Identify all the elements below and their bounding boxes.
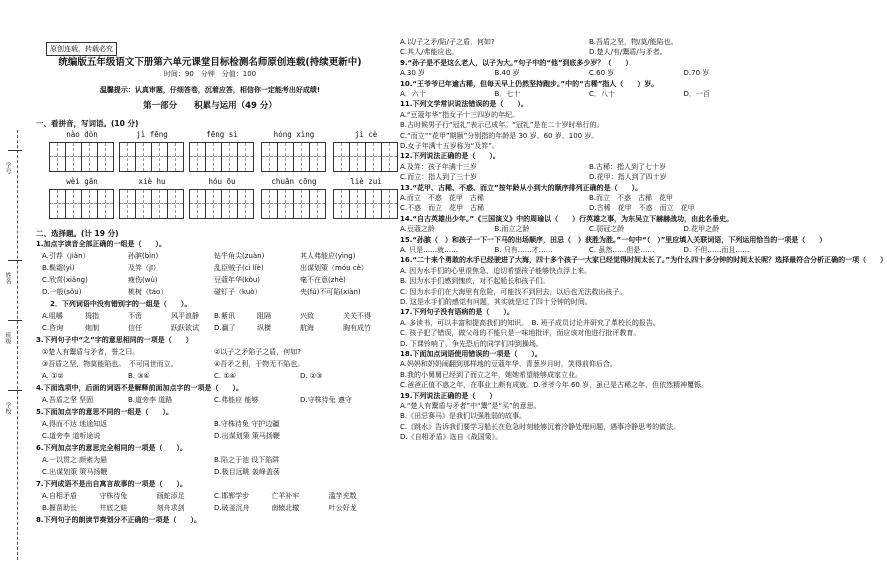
pinyin-text: wèi gān	[66, 177, 98, 186]
answer-option[interactable]: 桃树（táo）	[128, 288, 168, 296]
answer-option[interactable]: 滥竽充数	[328, 492, 357, 500]
answer-options	[42, 252, 386, 261]
binding-label-name: 姓名	[4, 272, 11, 284]
pinyin-text: jì fēng	[136, 130, 168, 139]
writing-boxes	[334, 189, 398, 219]
writing-box[interactable]	[81, 189, 98, 219]
binding-margin	[0, 0, 30, 561]
question-stem: 17.下列句子没有语病的是（ ）。	[400, 308, 514, 317]
answer-option[interactable]: D.极目远眺 轰峰盖荡	[214, 468, 280, 476]
answer-option[interactable]: C.弗能应 能够	[214, 396, 259, 404]
writing-box[interactable]	[261, 189, 278, 219]
answer-options	[42, 360, 386, 369]
answer-option[interactable]: B. 只有……才……	[494, 246, 553, 254]
answer-options	[42, 492, 386, 501]
pinyin-text: jì cè	[354, 130, 378, 139]
answer-option[interactable]: D.出谋划策 策马扬鞭	[214, 432, 280, 440]
question-stem: 9.“孙子是不是这么老人，以子为大。”句子中的“他”到底多少岁？（ ）	[400, 58, 633, 67]
writing-box[interactable]	[189, 142, 206, 172]
answer-option[interactable]: D.守株待兔 遵守	[300, 396, 352, 404]
exam-info: 时间：90 分钟 分值：100	[163, 70, 257, 78]
question-stem: 19.下列说法正确的是（ ）	[400, 391, 497, 400]
answer-option[interactable]: D．一百	[683, 90, 710, 98]
answer-option[interactable]: C.咨询	[42, 324, 64, 332]
writing-box[interactable]	[237, 189, 254, 219]
answer-option[interactable]: ③吾盾之坚，物莫能陷也。 不可同世而立。	[42, 360, 178, 368]
answer-option[interactable]: 豆蔻年华(kòu)	[214, 276, 260, 284]
answer-options	[42, 456, 386, 465]
answer-options	[400, 173, 778, 182]
writing-box[interactable]	[349, 189, 366, 219]
answer-options	[42, 396, 386, 405]
pinyin-text: chuān cōng	[271, 177, 317, 186]
answer-option[interactable]: 南辕北辙	[271, 504, 300, 512]
answer-option[interactable]: D.花甲之龄	[683, 225, 720, 234]
answer-option[interactable]: 关关不得	[343, 312, 371, 320]
pinyin-group	[190, 177, 254, 219]
statement-line[interactable]: C.爸爸正值不惑之年，在事业上颇有成就。D.爷爷今年 60 岁，虽已是古稀之年，但依然精神矍铄。	[400, 381, 709, 390]
question-stem: 14.“自古英雄出少年。”《三国演义》中的周瑜以（ ）行英雄之事，为东吴立下赫赫战功，由此名垂史。	[400, 214, 734, 223]
answer-option[interactable]: 及笄（jī）	[128, 264, 160, 272]
writing-box[interactable]	[167, 189, 184, 219]
answer-option[interactable]: 夹(fú)不可陷(xiàn)	[300, 288, 361, 296]
statement-line[interactable]: B.我的小舅舅已经到了而立之年，她她希望能够成家立业。	[400, 370, 583, 379]
answer-option[interactable]: C.邯郸学步	[213, 492, 250, 500]
writing-box[interactable]	[221, 142, 238, 172]
section-heading: 一、看拼音，写词语。(10 分)	[36, 119, 139, 128]
answer-option[interactable]: B.紫讯	[214, 312, 236, 320]
question-stem: 16.“二十来个勇敢的水手已经驶进了大海，四十多个孩子一大家已经觉得时间太长了。”为什么四十多分钟的时间太长呢？选择最符合分析正确的一项（ ）	[400, 256, 887, 265]
section-heading: 二、选择题。(计 19 分)	[36, 229, 119, 238]
answer-option[interactable]: B. ③④	[128, 372, 150, 380]
answer-option[interactable]: 碰钉子（kuò）	[214, 288, 262, 296]
answer-options	[42, 504, 386, 513]
statement-line[interactable]: D.女子年满十五岁称为“及笄”。	[400, 142, 499, 150]
writing-box[interactable]	[189, 189, 206, 219]
answer-options	[400, 90, 778, 99]
answer-options	[400, 48, 778, 57]
answer-option[interactable]: 毫不在意(zhè)	[300, 276, 346, 284]
answer-option[interactable]: B.古稀：指人到了七十岁	[589, 162, 667, 171]
answer-option[interactable]: D. 不但……而且……	[683, 246, 750, 254]
pinyin-group	[50, 177, 114, 219]
pinyin-text: fēng sì	[206, 130, 238, 139]
exam-title: 统编版五年级语文下册第六单元课堂目标检测名师原创连载(持续更新中)	[58, 57, 362, 68]
answer-option[interactable]: 孙膑(bìn)	[128, 252, 159, 260]
statement-line[interactable]: A.妈妈和奶奶闹翻到那样地的豆蔻年华、青葱岁月时，笑得前仰后合。	[400, 360, 617, 369]
answer-option[interactable]: 刻舟求剑	[156, 504, 185, 512]
statement-line[interactable]: C. 孩子犯了错误，做父母的不能只是一味地批评，而应该对他进行批评教育。	[400, 329, 641, 338]
statement-line[interactable]: A.“豆蔻年华”指女子十三四岁的年纪。	[400, 110, 520, 119]
answer-option[interactable]: D.古稀 花甲 不惑 而立 花甲	[589, 204, 695, 213]
answer-option[interactable]: A.吾盾之坚 坚固	[42, 396, 94, 404]
writing-box[interactable]	[237, 142, 254, 172]
pinyin-text: liè zuì	[350, 177, 382, 186]
answer-option[interactable]: 纵横	[257, 324, 271, 332]
question-stem: 15.“孙膑（ ）和孩子一下一下马的出场顺序，田忌（ ）获胜为胜。”一句中“（ ）”里应填入关联词语，下列运用恰当的一项是（ ）	[400, 235, 827, 244]
writing-box[interactable]	[65, 189, 82, 219]
writing-boxes	[190, 142, 254, 172]
question-stem: 4.下面选项中，后面的词语不是解释前面加点字的一项是（ ）。	[36, 384, 244, 392]
binding-fill-line	[8, 390, 22, 391]
answer-option[interactable]: 航海	[300, 324, 314, 332]
answer-option[interactable]: A．六十	[400, 90, 426, 98]
part-heading: 第一部分 积累与运用（49 分）	[143, 101, 277, 111]
statement-line[interactable]: D. 下课铃响了，争先恐后的同学们冲到操场。	[400, 339, 543, 348]
writing-box[interactable]	[293, 142, 310, 172]
answer-option[interactable]: 风平浪静	[171, 312, 199, 320]
writing-box[interactable]	[97, 189, 114, 219]
question-stem: 3.下列句子中“之”字的意思相同的一项是（ ）	[36, 336, 193, 344]
answer-option[interactable]: D.破釜沉舟	[213, 504, 250, 512]
question-stem: 18.下面加点词语使用错误的一项是（ ）。	[400, 350, 542, 358]
question-stem: 8.下列句子的朗读节奏划分不正确的一项是（ ）。	[36, 516, 202, 524]
answer-option[interactable]: 画蛇添足	[156, 492, 185, 500]
answer-option[interactable]: B．七十	[494, 90, 521, 98]
statement-line[interactable]: B. 因为水手们感到愧疚，对不起船长和孩子们。	[400, 277, 550, 286]
answer-option[interactable]: 钻牛角尖(zuàn)	[214, 252, 265, 260]
binding-fill-line	[8, 260, 22, 261]
writing-box[interactable]	[309, 189, 326, 219]
statement-line[interactable]: A. 因为水手们的心里很焦急，迫切希望孩子能够快点浮上来。	[400, 266, 592, 275]
pinyin-group	[50, 130, 114, 172]
answer-option[interactable]: D.花甲：指人到了四十岁	[589, 173, 667, 182]
writing-boxes	[334, 142, 398, 172]
answer-option[interactable]: C.欣赏(xiǎng)	[42, 276, 88, 284]
answer-option[interactable]: C. ①④	[214, 372, 236, 380]
answer-option[interactable]: 炮制	[85, 324, 99, 332]
answer-option[interactable]: ②以子之矛陷子之盾，何如?	[214, 348, 301, 356]
writing-box[interactable]	[205, 189, 222, 219]
writing-boxes	[50, 189, 114, 219]
answer-option[interactable]: D.70 岁	[683, 69, 710, 78]
pinyin-row	[36, 130, 386, 174]
answer-option[interactable]: C．八十	[589, 90, 615, 98]
answer-options	[400, 38, 778, 47]
pinyin-row	[36, 177, 386, 221]
answer-option[interactable]: 拇指	[85, 312, 99, 320]
answer-option[interactable]: A. ①②	[42, 372, 64, 380]
answer-option[interactable]: 胸有成竹	[343, 324, 371, 332]
pinyin-group	[120, 177, 184, 219]
answer-option[interactable]: A.而立 不惑 花甲 古稀	[400, 194, 484, 202]
pinyin-text: xiè hu	[138, 177, 166, 186]
answer-option[interactable]: 出谋划策（móu cè）	[300, 264, 368, 272]
answer-options	[42, 420, 386, 429]
answer-options	[400, 246, 778, 255]
statement-line[interactable]: C.“而立”“花甲”期颐”分别指的年龄是 30 岁、60 岁、100 岁。	[400, 131, 599, 140]
answer-option[interactable]: B.而立 不惑 古稀 花甲	[589, 194, 674, 202]
writing-boxes	[120, 142, 184, 172]
answer-option[interactable]: B.鬓霜(yì)	[42, 264, 75, 272]
answer-option[interactable]: B.道旁李 道路	[128, 396, 173, 404]
answer-option[interactable]: ④吾矛之利，于物无不陷也。	[214, 360, 305, 368]
answer-option[interactable]: A.以/子之矛/陷/子之盾，何如?	[400, 38, 495, 46]
pinyin-group	[262, 177, 326, 219]
answer-option[interactable]: B.而立之龄	[494, 225, 530, 234]
statement-line[interactable]: D.《自相矛盾》选自《战国策》。	[400, 433, 503, 442]
binding-dashed-line	[17, 130, 18, 560]
answer-option[interactable]: C.而立：指人到了三十岁	[400, 173, 478, 182]
answer-option[interactable]: 乱臣贼子(cì lǐè)	[214, 264, 264, 272]
answer-option[interactable]: ①楚人有鬻盾与矛者，誉之曰。	[42, 348, 140, 356]
answer-option[interactable]: B.吾盾之坚，物/莫/能陷也。	[589, 38, 678, 46]
answer-option[interactable]: C.其人/弗能应也。	[400, 48, 459, 57]
answer-option[interactable]: 亡羊补牢	[271, 492, 300, 500]
writing-box[interactable]	[119, 142, 136, 172]
writing-box[interactable]	[97, 142, 114, 172]
answer-option[interactable]: 井底之蛙	[99, 504, 128, 512]
pinyin-text: hóng xìng	[273, 130, 315, 139]
answer-option[interactable]: A.30 岁	[400, 69, 426, 78]
writing-box[interactable]	[151, 189, 168, 219]
answer-options	[42, 276, 386, 285]
binding-label-id: 学号	[4, 162, 11, 174]
writing-box[interactable]	[151, 142, 168, 172]
answer-options	[42, 468, 386, 477]
left-column	[34, 36, 386, 556]
writing-box[interactable]	[81, 142, 98, 172]
writing-box[interactable]	[49, 189, 66, 219]
writing-boxes	[190, 189, 254, 219]
answer-options	[42, 264, 386, 273]
writing-box[interactable]	[381, 189, 398, 219]
answer-option[interactable]: A.及笄：孩子年满十三岁	[400, 162, 477, 171]
answer-option[interactable]: A.一以贯之 颜索为悬	[42, 456, 108, 464]
statement-line[interactable]: D. 这是水手们的感觉有问题，其实就是过了四十分钟的时间。	[400, 298, 592, 306]
writing-box[interactable]	[333, 189, 350, 219]
right-column	[400, 36, 887, 556]
answer-option[interactable]: D. ②③	[300, 372, 323, 380]
writing-box[interactable]	[333, 142, 350, 172]
pinyin-group	[120, 130, 184, 172]
pinyin-group	[262, 130, 326, 172]
answer-option[interactable]: D.赢了	[214, 324, 236, 332]
answer-option[interactable]: 守株待兔	[99, 492, 128, 500]
answer-option[interactable]: 阻隔	[257, 312, 271, 320]
answer-options	[42, 288, 386, 297]
question-stem: 1.加点字读音全部正确的一组是（ ）。	[36, 240, 167, 248]
answer-option[interactable]: 不啻	[128, 312, 142, 320]
exam-tips: 温馨提示：认真审题，仔细答卷，沉着应答，相信你一定能考出好成绩!	[99, 86, 321, 94]
answer-options	[42, 312, 386, 321]
question-stem: 7.下列成语不是出自寓言故事的一项是（ ）。	[36, 480, 188, 488]
binding-fill-line	[8, 150, 22, 151]
answer-option[interactable]: C.出谋划策 策马扬鞭	[42, 468, 108, 476]
answer-options	[400, 204, 778, 213]
writing-box[interactable]	[293, 189, 310, 219]
pinyin-text: hóu ōu	[208, 177, 236, 186]
question-stem: 12.下列说法正确的是（ ）。	[400, 152, 500, 161]
writing-box[interactable]	[261, 142, 278, 172]
writing-box[interactable]	[49, 142, 66, 172]
binding-fill-line	[8, 320, 22, 321]
answer-option[interactable]: C.道旁李 道听途说	[42, 432, 101, 440]
question-stem: 5.下面加点字的意思不同的一组是（ ）。	[36, 408, 174, 416]
answer-options	[42, 372, 386, 381]
writing-box[interactable]	[205, 142, 222, 172]
writing-box[interactable]	[349, 142, 366, 172]
writing-box[interactable]	[277, 189, 294, 219]
answer-option[interactable]: D.楚人/有/鬻盾/与矛者。	[589, 48, 667, 57]
binding-label-school: 学校	[4, 402, 11, 414]
answer-option[interactable]: C.弱冠之龄	[589, 225, 625, 234]
answer-option[interactable]: 跃跃欲试	[171, 324, 199, 332]
answer-option[interactable]: 信任	[128, 324, 142, 332]
answer-options	[42, 348, 386, 357]
answer-option[interactable]: C.60 岁	[589, 69, 615, 78]
answer-options	[400, 163, 778, 172]
answer-option[interactable]: B.40 岁	[494, 69, 520, 78]
answer-option[interactable]: 瘦伤(wù)	[128, 276, 158, 284]
statement-line[interactable]: B.《田忌赛马》是我们以强胜弱的故事。	[400, 412, 527, 421]
writing-box[interactable]	[309, 142, 326, 172]
answer-option[interactable]: 叶公好龙	[328, 504, 357, 512]
writing-box[interactable]	[119, 189, 136, 219]
writing-box[interactable]	[167, 142, 184, 172]
answer-option[interactable]: B.揠苗助长	[42, 504, 78, 512]
question-stem: 2．下列词语中没有错别字的一组是（ ）。	[36, 300, 192, 308]
statement-line[interactable]: B.古时候男子行“冠礼”表示已成年。“冠礼”是在二十岁时举行的。	[400, 121, 604, 130]
answer-option[interactable]: A. 只是……就……	[400, 246, 459, 254]
answer-options	[400, 194, 778, 203]
question-stem: 10.“王爷爷已年逾古稀，但每天早上仍然坚持跑步。”中的“古稀”指人（ ）岁。	[400, 79, 659, 88]
writing-boxes	[50, 142, 114, 172]
answer-option[interactable]: B.守株待兔 守护边疆	[214, 420, 280, 428]
answer-option[interactable]: A.引荐（jiàn）	[42, 252, 90, 260]
writing-box[interactable]	[365, 142, 382, 172]
writing-box[interactable]	[65, 142, 82, 172]
writing-box[interactable]	[135, 189, 152, 219]
writing-boxes	[262, 189, 326, 219]
writing-box[interactable]	[277, 142, 294, 172]
answer-option[interactable]: A.自相矛盾	[42, 492, 77, 500]
writing-box[interactable]	[365, 189, 382, 219]
copyright-stamp: 原创连载，转载必究	[46, 42, 117, 56]
statement-line[interactable]: A. 多读书，可以丰富和提高我们的知识。 B. 班子成员讨论并研究了革校长的报告。	[400, 318, 660, 327]
writing-boxes	[262, 142, 326, 172]
answer-options	[400, 225, 778, 234]
question-stem: 6.下列加点字的意思完全相同的一项是（ ）。	[36, 444, 188, 452]
pinyin-group	[334, 177, 398, 219]
writing-box[interactable]	[135, 142, 152, 172]
pinyin-group	[190, 130, 254, 172]
answer-option[interactable]: C. 虽然……但是……	[589, 246, 655, 254]
statement-line[interactable]: C.《跳水》告诉我们要学习船长在危急时刻能够沉着冷静处理问题，遇事冷静思考的做法。	[400, 422, 681, 431]
answer-options	[400, 69, 778, 78]
answer-option[interactable]: 其人弗能应(yìng)	[300, 252, 356, 260]
answer-option[interactable]: D.一般(sǒu)	[42, 288, 82, 296]
binding-label-class: 班级	[4, 332, 11, 344]
answer-option[interactable]: B.陷之于池 设下陷阱	[214, 456, 280, 464]
pinyin-group	[334, 130, 398, 172]
question-stem: 13.“花甲、古稀、不惑、而立”按年龄从小到大的顺序排列正确的是（ ）。	[400, 183, 643, 192]
writing-boxes	[120, 189, 184, 219]
answer-option[interactable]: A.豆蔻之龄	[400, 225, 435, 234]
writing-box[interactable]	[381, 142, 398, 172]
answer-options	[42, 432, 386, 441]
statement-line[interactable]: A.“楚人有鬻盾与矛者”中“鬻”是“买”的意思。	[400, 402, 541, 410]
answer-option[interactable]: C.不惑 而立 花甲 古稀	[400, 204, 485, 213]
pinyin-text: nào dòn	[66, 130, 98, 139]
writing-box[interactable]	[221, 189, 238, 219]
statement-line[interactable]: C. 因为水手们在大海里有危险，可能找不到回去，以后也无法救出孩子。	[400, 287, 627, 296]
question-stem: 11.下列文学常识说法错误的是（ ）。	[400, 100, 528, 109]
answer-option[interactable]: A.咀嚼	[42, 312, 63, 320]
answer-options	[42, 324, 386, 333]
answer-option[interactable]: A.得而不达 迷途知返	[42, 420, 108, 428]
answer-option[interactable]: 兴致	[300, 312, 314, 320]
